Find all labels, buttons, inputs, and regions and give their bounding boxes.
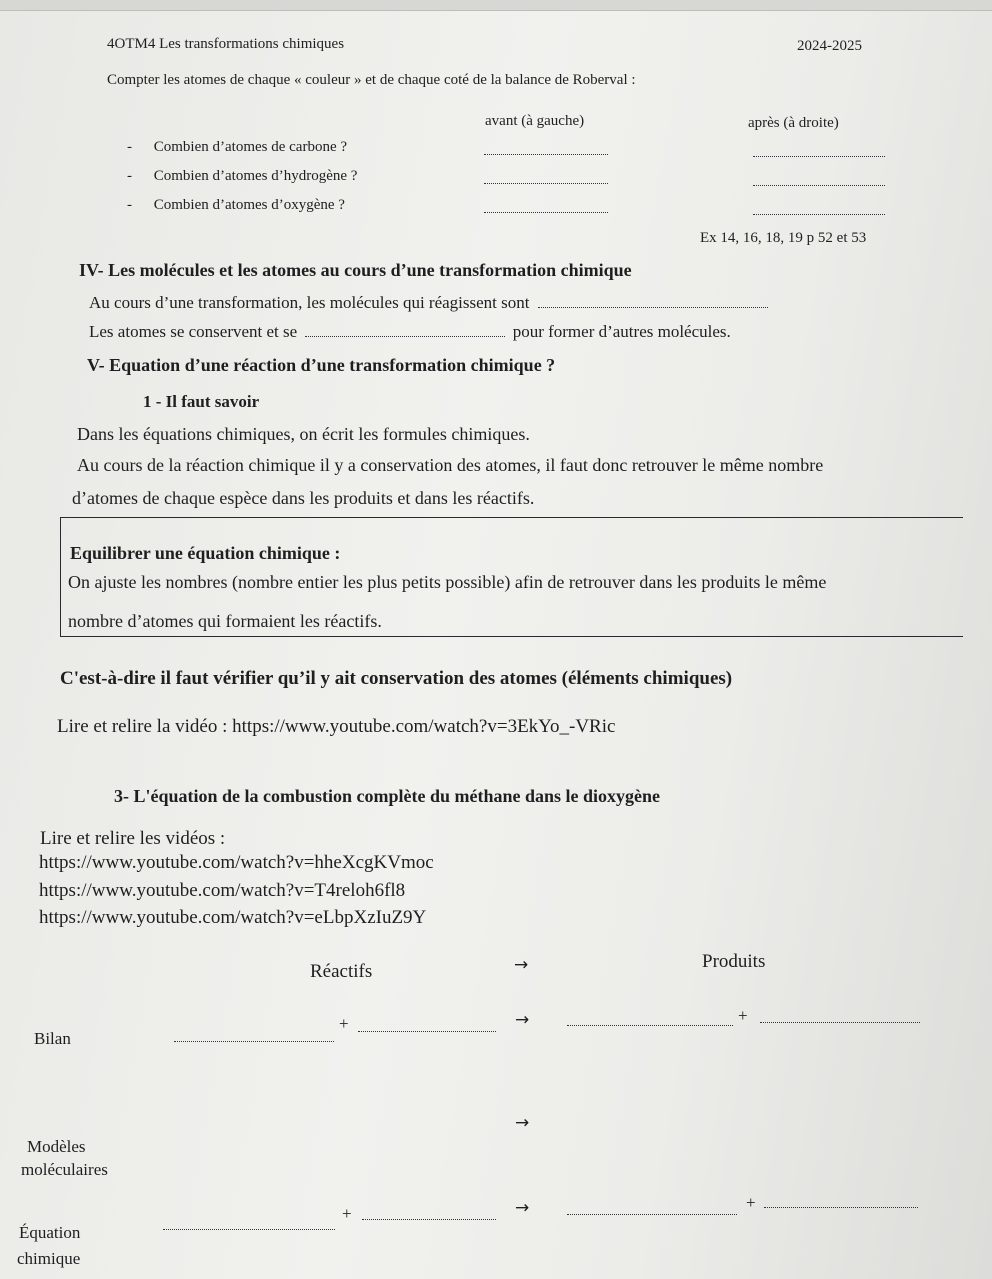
column-before: avant (à gauche) — [485, 113, 585, 129]
answer-blank-carbon-after[interactable] — [753, 155, 885, 157]
exercise-reference: Ex 14, 16, 18, 19 p 52 et 53 — [700, 230, 867, 246]
section-5-paragraph-2a: Au cours de la réaction chimique il y a conservation des atomes, il faut donc retrouver le même nombre — [77, 455, 824, 475]
videos-label: Lire et relire les vidéos : — [40, 828, 226, 849]
question-hydrogen — [127, 168, 357, 185]
equation-product-2-blank[interactable] — [764, 1206, 918, 1208]
section-4-line-2-start: Les atomes se conservent et se — [89, 322, 298, 341]
modeles-label-2: moléculaires — [21, 1160, 108, 1179]
modeles-label-1: Modèles — [27, 1137, 86, 1156]
answer-blank-atoms[interactable] — [305, 335, 505, 337]
conservation-statement: C'est-à-dire il faut vérifier qu’il y ait conservation des atomes (éléments chimiques) — [60, 668, 733, 689]
section-5-title: V- Equation d’une réaction d’une transformation chimique ? — [87, 355, 556, 375]
bilan-label: Bilan — [34, 1029, 71, 1048]
equation-label-1: Équation — [19, 1223, 81, 1242]
column-after: après (à droite) — [748, 115, 839, 131]
section-5-paragraph-1: Dans les équations chimiques, on écrit les formules chimiques. — [77, 424, 530, 444]
school-year: 2024-2025 — [797, 38, 862, 54]
bullet: - — [127, 139, 132, 155]
section-4-line-1-text: Au cours d’une transformation, les molécules qui réagissent sont — [89, 293, 530, 312]
answer-blank-carbon-before[interactable] — [484, 153, 608, 155]
answer-blank-oxygen-after[interactable] — [753, 213, 885, 215]
produits-header: Produits — [702, 951, 766, 972]
equation-plus-right: + — [746, 1193, 756, 1212]
answer-blank-oxygen-before[interactable] — [484, 211, 608, 213]
bullet: - — [127, 168, 132, 184]
course-title: 4OTM4 Les transformations chimiques — [107, 36, 345, 52]
question-carbon-label: Combien d’atomes de carbone ? — [153, 139, 348, 155]
box-title: Equilibrer une équation chimique : — [70, 543, 341, 563]
video-link-3[interactable]: https://www.youtube.com/watch?v=T4reloh6fl8 — [39, 880, 406, 901]
bullet: - — [127, 197, 132, 213]
section-4-line-2 — [89, 322, 731, 342]
instruction-text: Compter les atomes de chaque « couleur » et de chaque coté de la balance de Roberval : — [107, 72, 636, 88]
question-oxygen — [127, 197, 345, 214]
section-4-line-1 — [89, 293, 768, 313]
answer-blank-hydrogen-before[interactable] — [484, 182, 608, 184]
video-link-1[interactable]: Lire et relire la vidéo : https://www.youtube.com/watch?v=3EkYo_-VRic — [57, 716, 616, 737]
section-3-title: 3- L'équation de la combustion complète du méthane dans le dioxygène — [114, 786, 661, 806]
subsection-1-title: 1 - Il faut savoir — [143, 392, 260, 411]
question-carbon — [127, 139, 347, 156]
page-top-edge — [0, 0, 992, 11]
equation-label-2: chimique — [17, 1249, 81, 1268]
video-link-4[interactable]: https://www.youtube.com/watch?v=eLbpXzIuZ9Y — [39, 907, 427, 928]
bilan-plus-right: + — [738, 1006, 748, 1025]
bilan-plus-left: + — [339, 1014, 349, 1033]
equation-product-1-blank[interactable] — [567, 1213, 737, 1215]
equation-plus-left: + — [342, 1204, 352, 1223]
bilan-arrow: → — [515, 1010, 530, 1030]
answer-blank-hydrogen-after[interactable] — [753, 184, 885, 186]
section-4-line-2-end: pour former d’autres molécules. — [512, 322, 731, 341]
equation-reactant-1-blank[interactable] — [163, 1228, 335, 1230]
answer-blank-molecules[interactable] — [538, 306, 768, 308]
bilan-reactant-1-blank[interactable] — [174, 1040, 334, 1042]
bilan-reactant-2-blank[interactable] — [358, 1030, 496, 1032]
reactifs-header: Réactifs — [310, 961, 373, 982]
equation-arrow: → — [515, 1198, 530, 1218]
equation-reactant-2-blank[interactable] — [362, 1218, 496, 1220]
bilan-product-1-blank[interactable] — [567, 1024, 733, 1026]
question-oxygen-label: Combien d’atomes d’oxygène ? — [153, 197, 345, 213]
box-line-1: On ajuste les nombres (nombre entier les plus petits possible) afin de retrouver dans les produits le même — [68, 572, 827, 592]
header-arrow: → — [514, 955, 529, 975]
section-5-paragraph-2b: d’atomes de chaque espèce dans les produits et dans les réactifs. — [72, 488, 535, 508]
bilan-product-2-blank[interactable] — [760, 1021, 920, 1023]
section-4-title: IV- Les molécules et les atomes au cours d’une transformation chimique — [79, 260, 632, 280]
question-hydrogen-label: Combien d’atomes d’hydrogène ? — [153, 168, 358, 184]
video-link-2[interactable]: https://www.youtube.com/watch?v=hheXcgKVmoc — [39, 852, 434, 873]
modeles-arrow: → — [515, 1113, 530, 1133]
box-line-2: nombre d’atomes qui formaient les réactifs. — [68, 611, 382, 631]
